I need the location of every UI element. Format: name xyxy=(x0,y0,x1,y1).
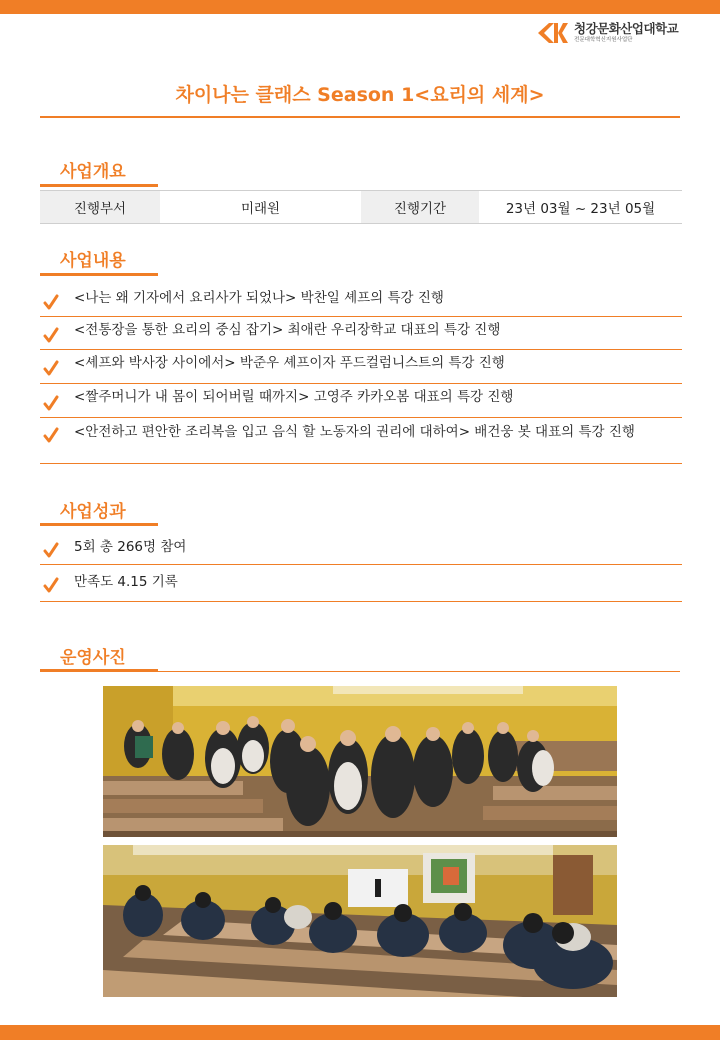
section-heading-photos: 운영사진 xyxy=(60,648,126,668)
dept-label: 진행부서 xyxy=(40,191,160,223)
list-item-text: <전통장을 통한 요리의 중심 잡기> 최애란 우리장학교 대표의 특강 진행 xyxy=(74,322,501,338)
section-underline xyxy=(40,523,158,526)
checkmark-icon xyxy=(42,426,60,444)
list-item-text: <안전하고 편안한 조리복을 입고 음식 할 노동자의 권리에 대하여> 배건웅 봇 대표의 특강 진행 xyxy=(74,424,635,440)
list-item xyxy=(40,349,682,384)
section-underline xyxy=(40,669,158,672)
checkmark-icon xyxy=(42,541,60,559)
logo-subtitle: 전문대학혁신지원사업단 xyxy=(574,37,633,43)
period-value: 23년 03월 ~ 23년 05월 xyxy=(505,201,656,217)
list-item xyxy=(40,383,682,418)
list-item-text: 5회 총 266명 참여 xyxy=(74,539,187,555)
section-heading-content: 사업내용 xyxy=(60,251,126,271)
section-rule xyxy=(158,671,680,672)
list-item xyxy=(40,417,682,464)
section-underline xyxy=(40,273,158,276)
section-underline xyxy=(40,184,158,187)
period-label: 진행기간 xyxy=(361,191,479,223)
top-accent-bar xyxy=(0,0,720,14)
section-heading-results: 사업성과 xyxy=(60,502,126,522)
list-item xyxy=(40,531,682,565)
university-logo xyxy=(534,18,678,48)
list-item-text: <나는 왜 기자에서 요리사가 되었나> 박찬일 셰프의 특강 진행 xyxy=(74,290,444,306)
checkmark-icon xyxy=(42,359,60,377)
checkmark-icon xyxy=(42,326,60,344)
lecture-photo xyxy=(103,845,617,997)
overview-table xyxy=(40,190,682,224)
list-item-text: <짤주머니가 내 몸이 되어버릴 때까지> 고영주 카카오봄 대표의 특강 진행 xyxy=(74,389,514,405)
ck-logo-icon xyxy=(534,20,570,46)
checkmark-icon xyxy=(42,394,60,412)
checkmark-icon xyxy=(42,576,60,594)
list-item-text: 만족도 4.15 기록 xyxy=(74,574,178,590)
dept-value: 미래원 xyxy=(240,201,281,217)
list-item xyxy=(40,564,682,602)
list-item-text: <셰프와 박사장 사이에서> 박준우 셰프이자 푸드컬럼니스트의 특강 진행 xyxy=(74,355,505,371)
logo-name: 청강문화산업대학교 xyxy=(574,20,679,36)
checkmark-icon xyxy=(42,293,60,311)
list-item xyxy=(40,316,682,350)
title-divider xyxy=(40,116,680,118)
group-photo xyxy=(103,686,617,837)
bottom-accent-bar xyxy=(0,1025,720,1040)
section-heading-overview: 사업개요 xyxy=(60,162,126,182)
page-title: 차이나는 클래스 Season 1<요리의 세계> xyxy=(175,84,545,106)
list-item xyxy=(40,284,682,317)
